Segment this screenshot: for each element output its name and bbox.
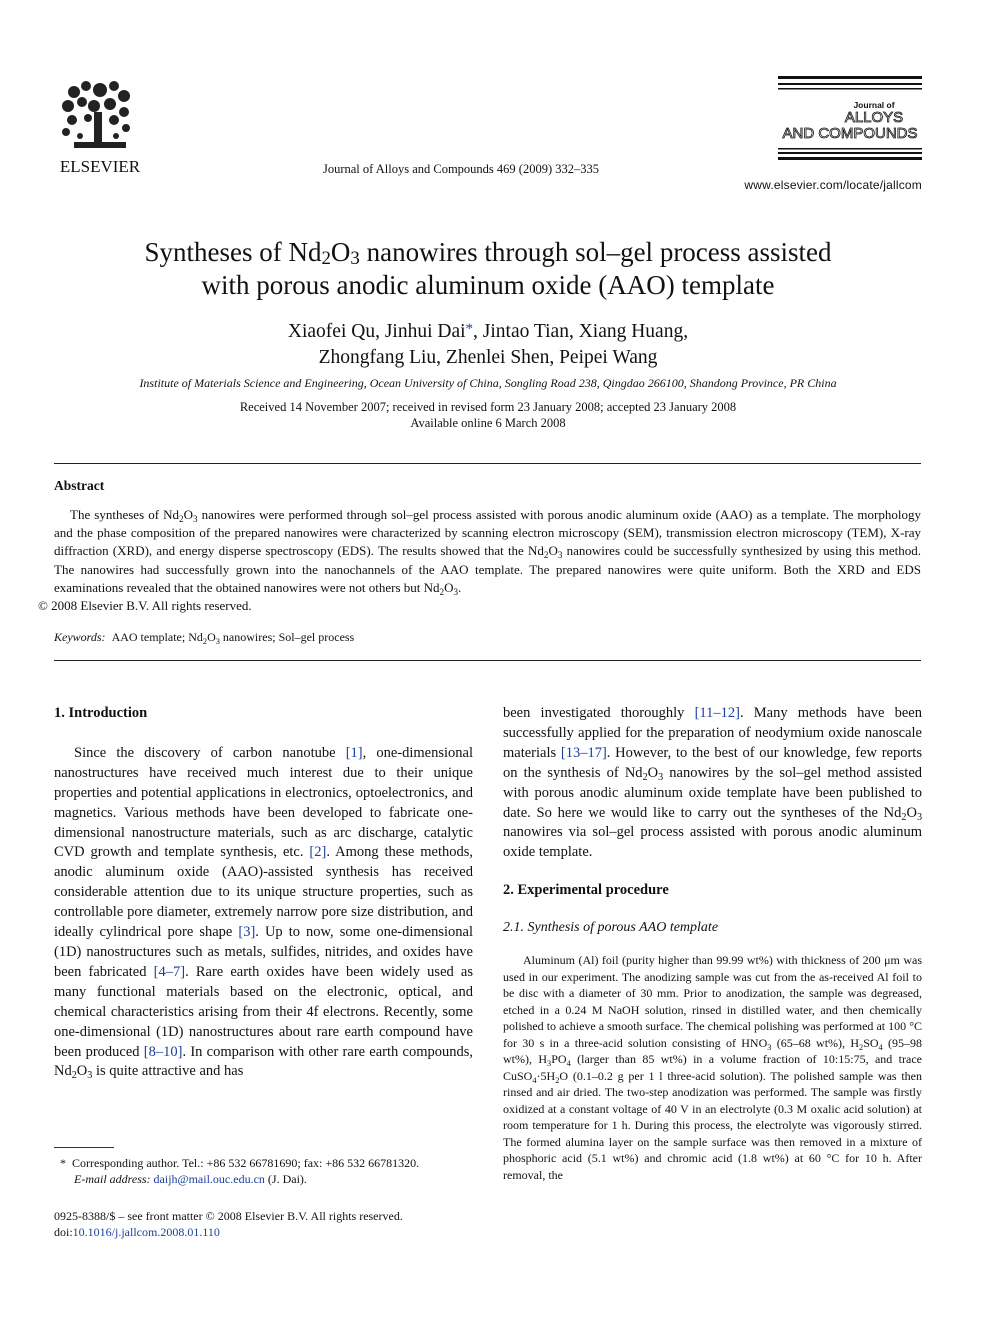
article-dates [0,399,976,431]
ref-link-8-10[interactable]: [8–10] [143,1043,183,1060]
affiliation: Institute of Materials Science and Engineering, Ocean University of China, Songling Road 238, Qingdao 266100, Shandong Province, PR China [139,376,837,390]
experimental-paragraph: Aluminum (Al) foil (purity higher than 99.99 wt%) with thickness of 200 μm was used in our experiment. The anodizing sample was cut from the as-received Al foil to be disc with a diameter of 30 mm. Prior to anodization, the sample was degreased, etched in a 0.24 M NaOH solution, rinsed in distilled water, and then chemically polished to achieve a smooth surface. The chemical polishing was performed at 100 °C for 30 s in a three-acid solution consisting of $HNO_3$ (65–68 wt%), $H_2SO_4$ (95–98 wt%), $H_3PO_4$ (larger than 85 wt%) in a volume fraction of 10:15:75, and trace $CuSO_4\cdot 5H_2O$ (0.1–0.2 g per 1 l three-acid solution). The polished sample was then rinsed and air dried. The two-step anodization was performed. The sample was firstly oxidized at a constant voltage of 40 V in an electrolyte (0.3 M oxalic acid solution) at room temperature for 1 h. During this process, the electrolyte was vigorously stirred. The formed alumina layer on the sample surface was then removed in a mixture of phosphoric acid (5.1 wt%) and chromic acid (1.8 wt%) at 60 °C for 10 h. After removal, the [503,953,923,1182]
journal-reference: Journal of Alloys and Compounds 469 (2009) 332–335 [322,162,600,176]
section-heading-introduction: 1. Introduction [54,705,148,721]
elsevier-logo [54,76,146,176]
svg-text:ALLOYS: ALLOYS [844,109,904,126]
available-online: Available online 6 March 2008 [410,416,566,430]
svg-text:Journal of: Journal of [853,100,895,110]
subsection-heading-aao: 2.1. Synthesis of porous AAO template [503,920,719,936]
abstract-top-rule [54,463,921,464]
ref-link-3[interactable]: [3] [238,924,256,941]
footnote-rule [54,1147,114,1148]
journal-logo [778,76,922,172]
left-column [54,704,473,1082]
front-matter: 0925-8388/$ – see front matter © 2008 Elsevier B.V. All rights reserved. doi:10.1016/j.jallcom.2008.01.110 [54,1209,403,1239]
svg-text:ELSEVIER: ELSEVIER [59,157,141,176]
author-list: Xiaofei Qu, Jinhui Dai*, Jintao Tian, Xiang Huang, Zhongfang Liu, Zhenlei Shen, Peipei Wang [287,321,689,368]
article-title: Syntheses of $Nd_2O_3$ nanowires through sol–gel process assisted with porous anodic aluminum oxide (AAO) template [144,237,832,300]
right-column [503,704,922,1183]
footnote: * Corresponding author. Tel.: +86 532 66781690; fax: +86 532 66781320. E-mail address: daijh@mail.ouc.edu.cn (J. Dai). [60,1156,420,1186]
keywords: Keywords: AAO template; $Nd_2O_3$ nanowires; Sol–gel process [54,630,355,646]
copyright: © 2008 Elsevier B.V. All rights reserved. [38,598,252,614]
author-email-link[interactable]: daijh@mail.ouc.edu.cn [153,1172,265,1186]
received-dates: Received 14 November 2007; received in revised form 23 January 2008; accepted 23 January 2008 [239,400,737,414]
abstract-heading: Abstract [54,478,105,493]
abstract-bottom-rule [54,660,921,661]
elsevier-tree-icon [54,76,146,176]
ref-link-13-17[interactable]: [13–17] [560,744,607,761]
svg-text:AND COMPOUNDS: AND COMPOUNDS [782,125,918,142]
introduction-continued: been investigated thoroughly [11–12]. Many methods have been successfully applied for the preparation of neodymium oxide nanoscale materials [13–17]. However, to the best of our knowledge, few reports on the synthesis of $Nd_2O_3$ nanowires by the sol–gel method assisted with porous anodic aluminum oxide template have been published to date. So here we would like to carry out the syntheses of the $Nd_2O_3$ nanowires via sol–gel process assisted with porous anodic aluminum oxide template. [503,705,923,861]
ref-link-1[interactable]: [1] [345,744,363,761]
section-heading-experimental: 2. Experimental procedure [503,882,669,899]
keywords-label: Keywords: [54,630,106,644]
corresponding-author-marker[interactable]: * [465,321,474,337]
doi-link[interactable]: 10.1016/j.jallcom.2008.01.110 [72,1225,220,1239]
ref-link-11-12[interactable]: [11–12] [694,705,740,721]
introduction-paragraph: Since the discovery of carbon nanotube [1], one-dimensional nanostructures have received much interest due to their unique properties and potential applications in electronics, optoelectronics, and magnetics. Various methods have been developed to fabricate one-dimensional nanostructure materials, such as arc discharge, catalytic CVD growth and template synthesis, etc. [2]. Among these methods, anodic aluminum oxide (AAO)-assisted synthesis has received considerable attention due to its unique structure properties, such as controllable pore diameter, extremely narrow pore size distribution, and ideally cylindrical pore shape [3]. Up to now, some one-dimensional (1D) nanostructures such as metals, sulfides, nitrides, and oxides have been fabricated [4–7]. Rare earth oxides have been widely used as many functional materials based on the electronic, optical, and chemical characteristics arising from their 4f electrons. Recently, some one-dimensional (1D) nanostructures about rare earth compound have been produced [8–10]. In comparison with other rare earth compounds, $Nd_2O_3$ is quite attractive and has [54,744,474,1082]
journal-url[interactable]: www.elsevier.com/locate/jallcom [744,178,922,192]
ref-link-4-7[interactable]: [4–7] [153,963,186,980]
abstract-text: The syntheses of $Nd_2O_3$ nanowires were performed through sol–gel process assisted with porous anodic aluminum oxide (AAO) as a template. The morphology and the phase composition of the prepared nanowires were characterized by scanning electron microscopy (SEM), transmission electron microscopy (TEM), X-ray diffraction (XRD), and energy disperse spectroscopy (EDS). The results showed that the $Nd_2O_3$ nanowires could be successfully synthesized by using this method. The nanowires had successfully grown into the nanochannels of the AAO template. The prepared nanowires were quite uniform. Both the XRD and EDS examinations revealed that the obtained nanowires were not others but $Nd_2O_3$. © 2008 Elsevier B.V. All rights reserved. [54,506,921,615]
ref-link-2[interactable]: [2] [309,844,327,861]
